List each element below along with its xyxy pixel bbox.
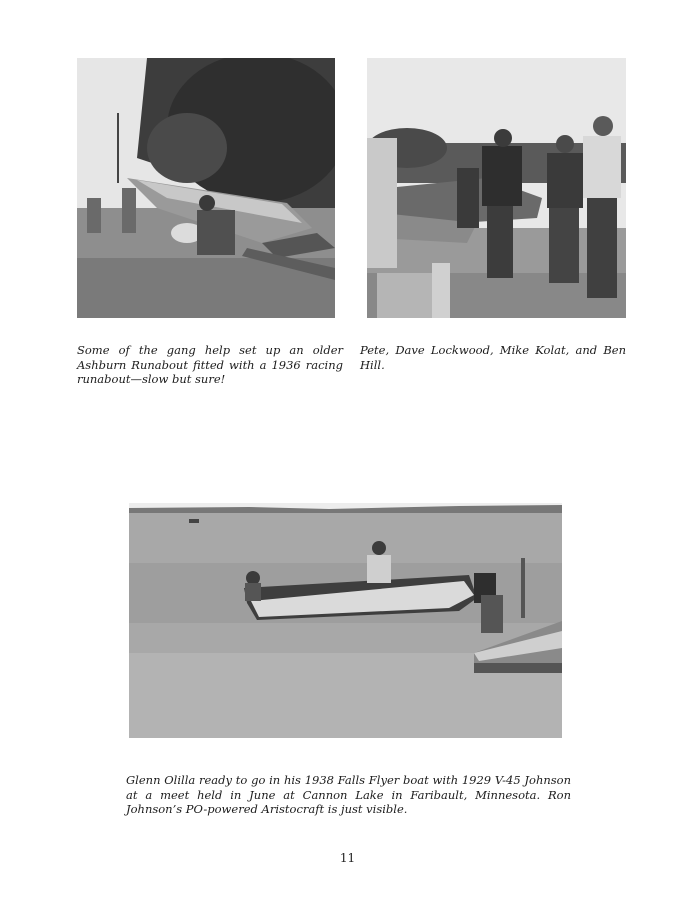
caption-lake: Glenn Olilla ready to go in his 1938 Falls Flyer boat with 1929 V-45 Johnson at a meet held in June at Cannon Lake in Faribault, Minnesota. Ron Johnson’s PO-powered Aristocraft is just visible. xyxy=(126,773,571,817)
caption-gang-setup: Some of the gang help set up an older Ashburn Runabout fitted with a 1936 racing runabout—slow but sure! xyxy=(77,343,343,387)
photo-gang-setup xyxy=(77,58,335,318)
caption-group: Pete, Dave Lockwood, Mike Kolat, and Ben Hill. xyxy=(360,343,626,372)
page-number: 11 xyxy=(339,851,356,865)
photo-group xyxy=(367,58,626,318)
photo-lake xyxy=(129,503,562,738)
